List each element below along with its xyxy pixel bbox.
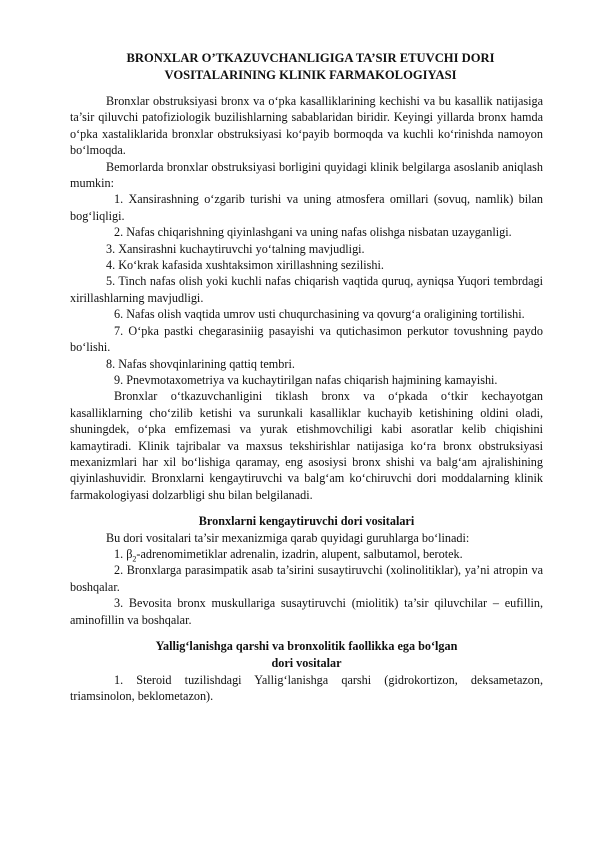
list-item-sign-8: 8. Nafas shovqinlarining qattiq tembri. xyxy=(106,356,295,371)
list-item-sign-4: 4. Ko‘krak kafasida xushtaksimon xirillashning sezilishi. xyxy=(106,258,384,273)
list-item-sign-1: 1. Xansirashning o‘zgarib turishi va uning atmosfera omillari (sovuq, namlik) bilan bog‘liqligi. xyxy=(70,192,543,223)
heading-line-2: dori vositalar xyxy=(271,656,342,670)
group-1-prefix: 1. β xyxy=(114,546,133,561)
heading-line-1: Yallig‘lanishga qarshi va bronxolitik faollikka ega bo‘lgan xyxy=(155,639,458,653)
title-line-2: VOSITALARINING KLINIK FARMAKOLOGIYASI xyxy=(164,68,457,82)
paragraph-groups-intro: Bu dori vositalari ta’sir mexanizmiga qarab quyidagi guruhlarga bo‘linadi: xyxy=(106,530,470,545)
list-item-sign-7: 7. O‘pka pastki chegarasiniig pasayishi va qutichasimon perkutor tovushning paydo bo‘lishi. xyxy=(70,323,543,355)
group-1-text: -adrenomimetiklar adrenalin, izadrin, alupent, salbutamol, berotek. xyxy=(136,546,463,561)
list-item-sign-3: 3. Xansirashni kuchaytiruvchi yo‘talning mavjudligi. xyxy=(106,241,365,256)
paragraph-restoration: Bronxlar o‘tkazuvchanligini tiklash bronx va o‘pkada o‘tkir kechayotgan kasalliklarning cho‘zilib ketishi va surunkali kasalliklar kuchayib ketishining oldini oladi, shuningdek, o‘pka emfizemasi va yurak etishmovchiligi kabi asoratlar kelib chiqishini kamaytiradi. Klinik tajribalar va maxsus tekshirishlar natijasiga ko‘ra bronx obstruksiyasi mexanizmlari har xil bo‘lishiga qaramay, eng asosiysi bronx shishi va balg‘am ajralishining qiyinlashuvidir. Bronxlarni kengaytiruvchi va balg‘am ko‘chiruvchi dori moddalarning klinik farmakologiyasi dolzarbligi shu bilan belgilanadi. xyxy=(70,389,543,502)
document-title xyxy=(70,50,543,84)
list-item-sign-9: 9. Pnevmotaxometriya va kuchaytirilgan nafas chiqarish hajmining kamayishi. xyxy=(114,372,498,387)
list-item-sign-6: 6. Nafas olish vaqtida umrov usti chuqurchasining va qovurg‘a oraligining tortilishi. xyxy=(114,307,525,322)
list-item-sign-5: 5. Tinch nafas olish yoki kuchli nafas chiqarish vaqtida quruq, ayniqsa Yuqori tembrdagi xirillashlarning mavjudligi. xyxy=(70,274,543,305)
paragraph-intro: Bronxlar obstruksiyasi bronx va o‘pka kasalliklarining kechishi va bu kasallik natijasiga ta’sir qiluvchi patofiziologik buzilishlarning sabablaridan biridir. Keyingi yillarda bronx hamda o‘pka xastaliklarida bronxlar obstruksiyasi ko‘payib bormoqda va kuchli ko‘rinishda namoyon bo‘lmoqda. xyxy=(70,94,543,158)
list-item-group-2: 2. Bronxlarga parasimpatik asab ta’sirini susaytiruvchi (xolinolitiklar), ya’ni atropin va boshqalar. xyxy=(70,563,543,594)
title-line-1: BRONXLAR O’TKAZUVCHANLIGIGA TA’SIR ETUVCHI DORI xyxy=(126,51,495,65)
list-item-sign-2: 2. Nafas chiqarishning qiyinlashgani va uning nafas olishga nisbatan uzayganligi. xyxy=(114,225,512,240)
list-item-steroid: 1. Steroid tuzilishdagi Yallig‘lanishga qarshi (gidrokortizon, deksametazon, triamsinolon, beklometazon). xyxy=(70,673,543,704)
section-heading-anti-inflammatory xyxy=(70,638,543,672)
paragraph-signs-intro: Bemorlarda bronxlar obstruksiyasi borligini quyidagi klinik belgilarga asoslanib aniqlash mumkin: xyxy=(70,159,543,191)
group-1-subscript: 2 xyxy=(132,554,137,564)
document-page xyxy=(70,50,543,705)
section-heading-bronchodilators: Bronxlarni kengaytiruvchi dori vositalari xyxy=(198,514,415,529)
list-item-group-3: 3. Bevosita bronx muskullariga susaytiruvchi (miolitik) ta’sir qiluvchilar – eufillin, aminofillin va boshqalar. xyxy=(70,596,543,627)
list-item-group-1 xyxy=(70,546,543,562)
